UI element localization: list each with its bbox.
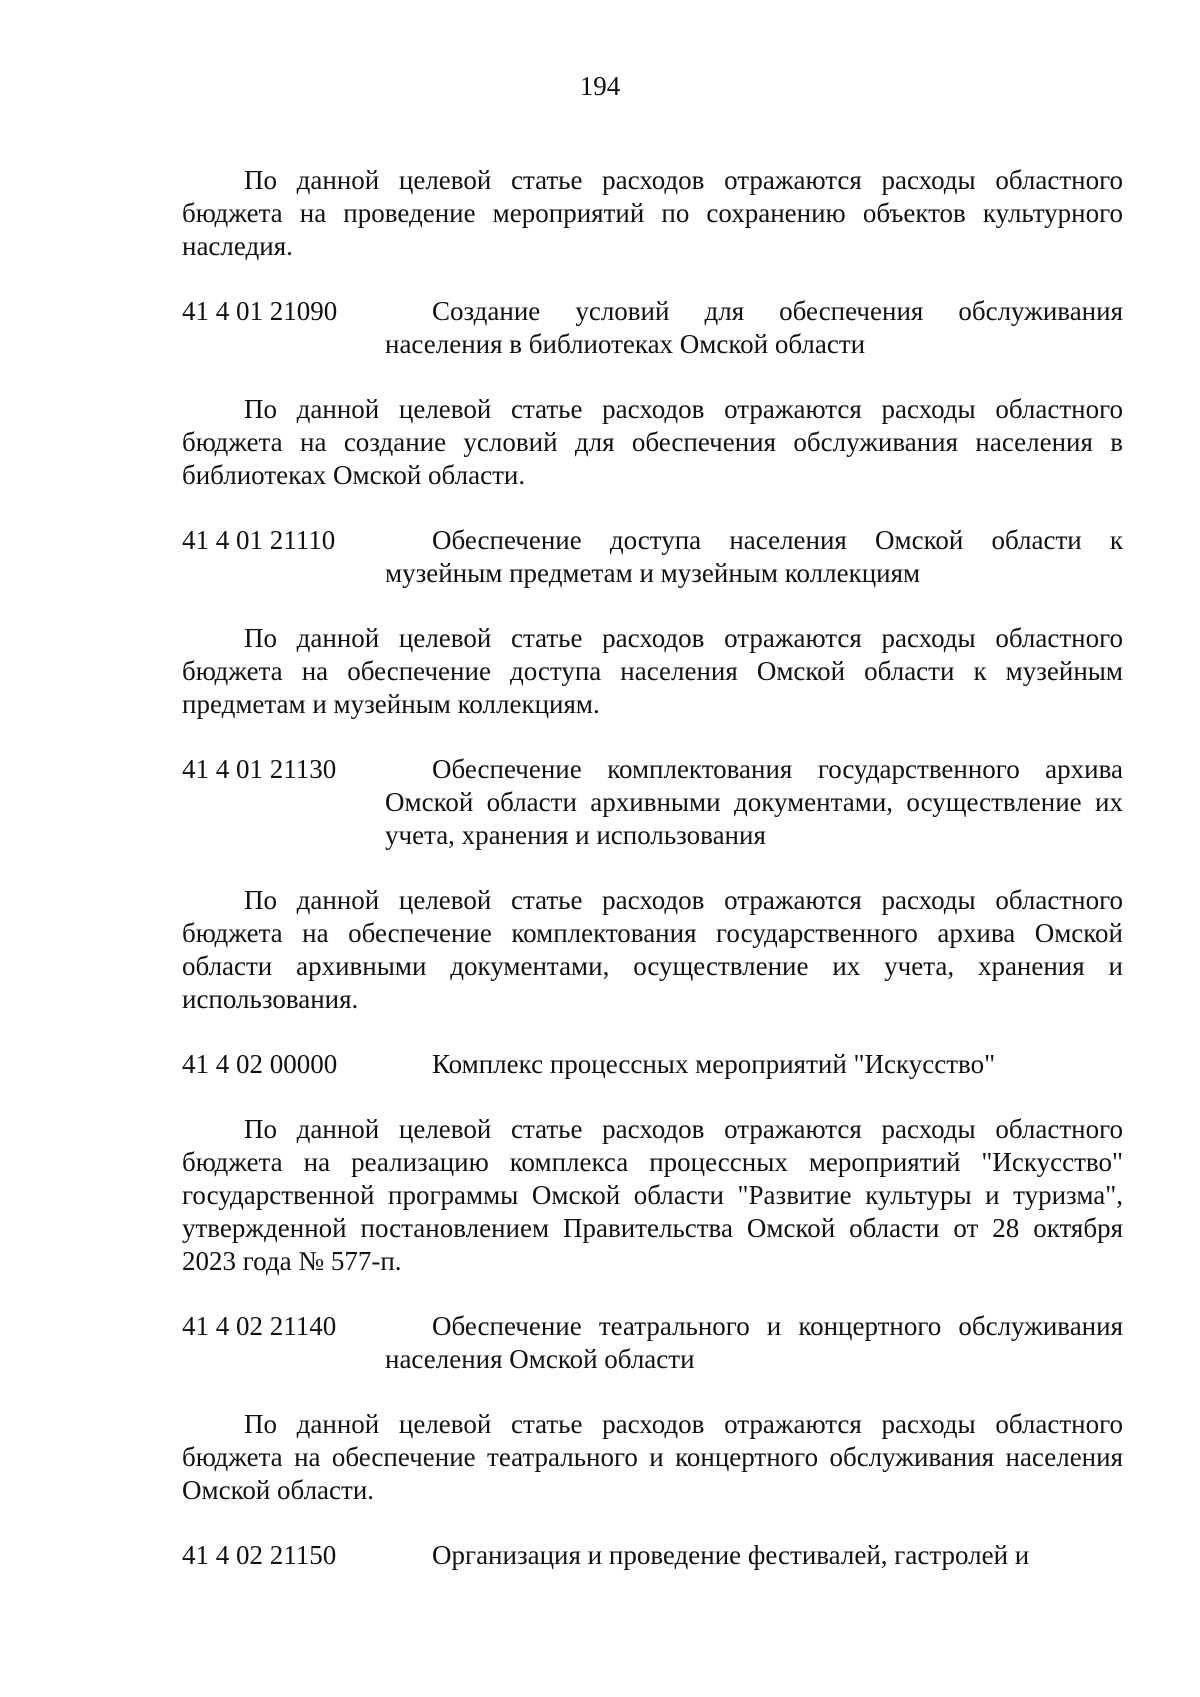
document-body xyxy=(182,164,1123,1572)
paragraph: По данной целевой статье расходов отражаются расходы областного бюджета на обеспечение театрального и концертного обслуживания населения Омской области. xyxy=(182,1409,1123,1505)
budget-code: 41 4 02 21140 xyxy=(182,1311,337,1341)
budget-code: 41 4 01 21130 xyxy=(182,754,337,784)
budget-code-entry xyxy=(182,1539,1123,1572)
budget-code-title: Организация и проведение фестивалей, гастролей и xyxy=(432,1540,1030,1570)
paragraph: По данной целевой статье расходов отражаются расходы областного бюджета на обеспечение комплектования государственного архива Омской области архивными документами, осуществление их учета, хранения и использования. xyxy=(182,885,1123,1014)
budget-code-entry xyxy=(182,1310,1123,1376)
paragraph: По данной целевой статье расходов отражаются расходы областного бюджета на проведение мероприятий по сохранению объектов культурного наследия. xyxy=(182,165,1123,261)
budget-code-title: Обеспечение комплектования государственного архива Омской области архивными документами, осуществление их учета, хранения и использования xyxy=(385,754,1123,850)
budget-code: 41 4 02 00000 xyxy=(182,1049,338,1079)
budget-code-entry xyxy=(182,295,1123,361)
page-number: 194 xyxy=(579,71,621,101)
budget-code-entry xyxy=(182,753,1123,852)
budget-code-title: Комплекс процессных мероприятий "Искусство" xyxy=(432,1049,996,1079)
budget-code-entry xyxy=(182,1048,1123,1081)
budget-code: 41 4 02 21150 xyxy=(182,1540,337,1570)
budget-code: 41 4 01 21090 xyxy=(182,296,338,326)
paragraph: По данной целевой статье расходов отражаются расходы областного бюджета на обеспечение доступа населения Омской области к музейным предметам и музейным коллекциям. xyxy=(182,623,1123,719)
budget-code: 41 4 01 21110 xyxy=(182,525,336,555)
paragraph: По данной целевой статье расходов отражаются расходы областного бюджета на создание условий для обеспечения обслуживания населения в библиотеках Омской области. xyxy=(182,394,1123,490)
budget-code-title: Обеспечение театрального и концертного обслуживания населения Омской области xyxy=(385,1311,1123,1374)
paragraph: По данной целевой статье расходов отражаются расходы областного бюджета на реализацию комплекса процессных мероприятий "Искусство" государственной программы Омской области "Развитие культуры и туризма", утвержденной постановлением Правительства Омской области от 28 октября 2023 года № 577-п. xyxy=(182,1114,1123,1276)
budget-code-title: Обеспечение доступа населения Омской области к музейным предметам и музейным коллекциям xyxy=(385,525,1123,588)
budget-code-entry xyxy=(182,524,1123,590)
budget-code-title: Создание условий для обеспечения обслуживания населения в библиотеках Омской области xyxy=(385,296,1123,359)
